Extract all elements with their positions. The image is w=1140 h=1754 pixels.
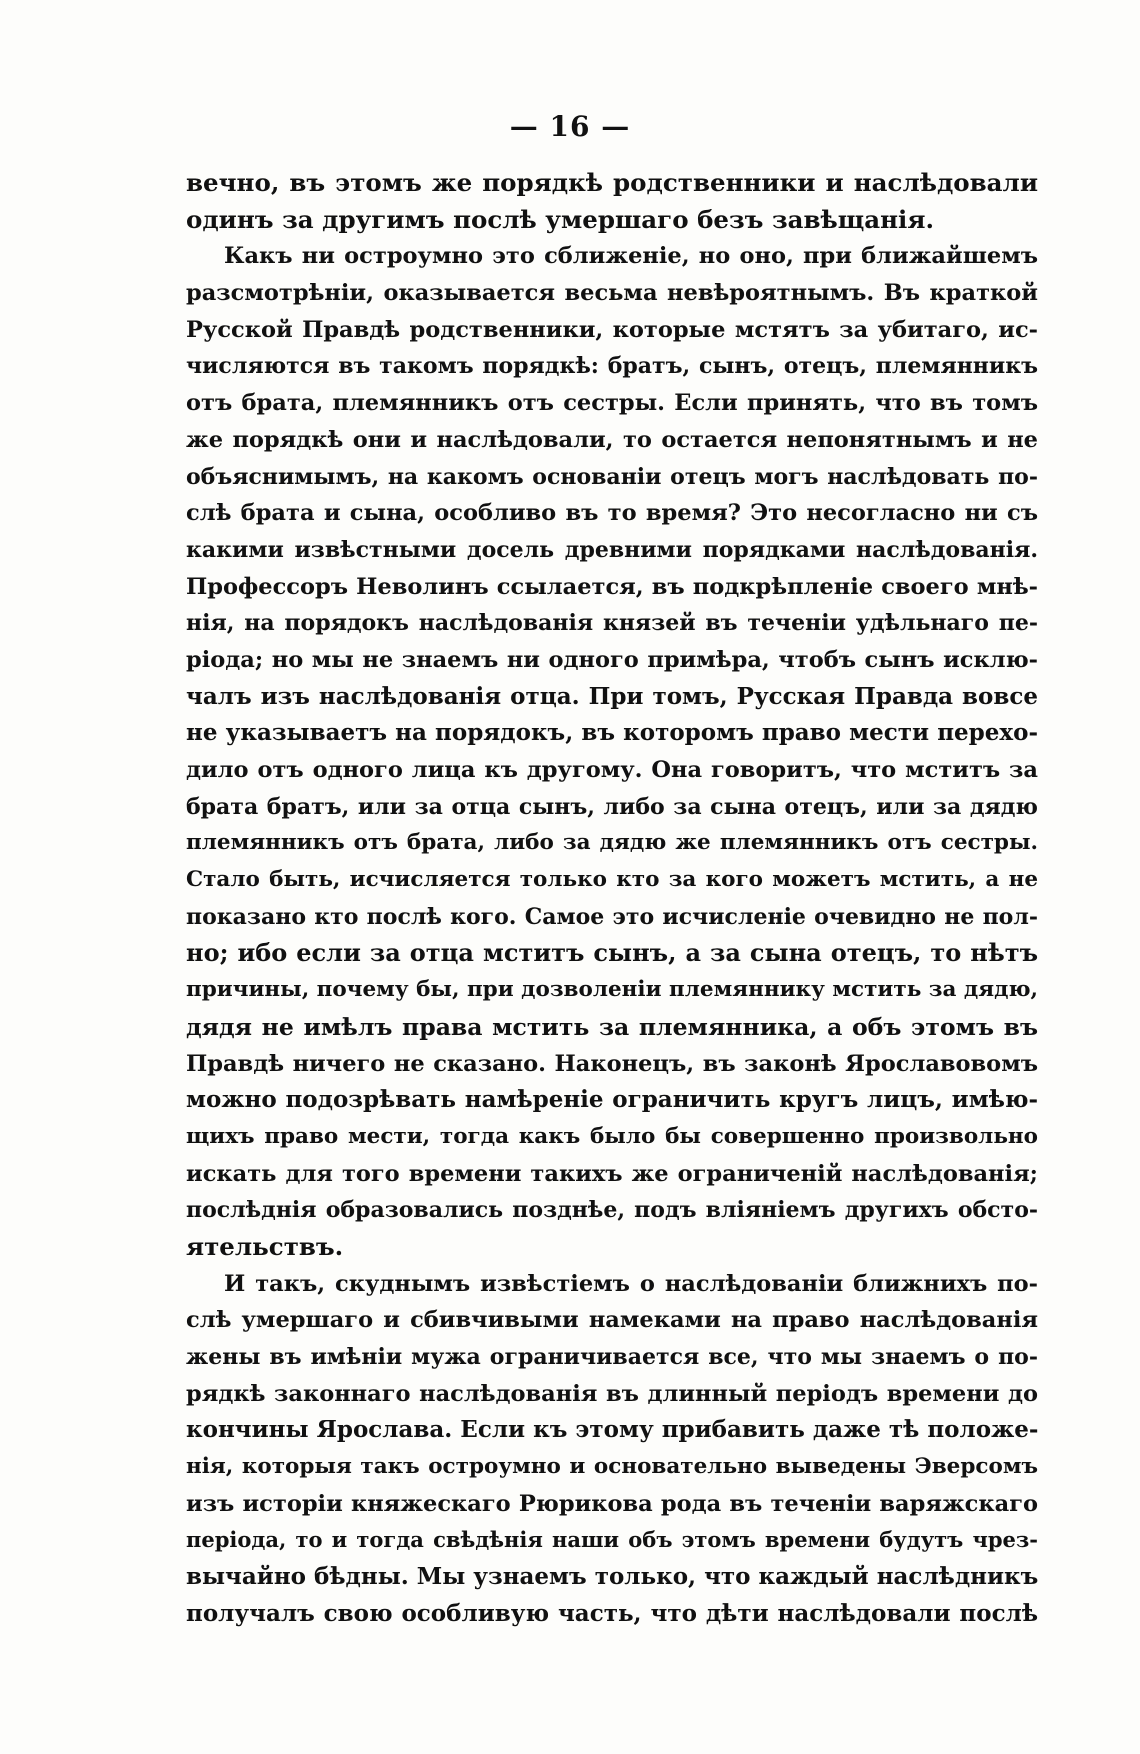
text-line: нія, на порядокъ наслѣдованія князей въ теченіи удѣльнаго пе- [186,610,1038,637]
text-line: слѣ умершаго и сбивчивыми намеками на право наслѣдованія [186,1307,1038,1334]
text-line: слѣ брата и сына, особливо въ то время? Это несогласно ни съ [186,500,1038,527]
text-line: И такъ, скуднымъ извѣстіемъ о наслѣдованіи ближнихъ по- [224,1270,1038,1297]
text-line: брата братъ, или за отца сынъ, либо за сына отецъ, или за дядю [186,793,1038,820]
text-line: искать для того времени такихъ же ограниченій наслѣдованія; [186,1160,1038,1187]
text-line: ріода; но мы не знаемъ ни одного примѣра, чтобъ сынъ исклю- [186,646,1038,673]
page-number: — 16 — [509,110,631,143]
text-line: но; ибо если за отца мститъ сынъ, а за сына отецъ, то нѣтъ [186,938,1038,968]
text-line: ятельствъ. [186,1231,344,1261]
text-line: какими извѣстными досель древними порядками наслѣдованія. [186,536,1038,563]
text-line: періода, то и тогда свѣдѣнія наши объ этомъ времени будутъ чрез- [186,1527,1038,1553]
text-line: не указываетъ на порядокъ, въ которомъ право мести перехо- [186,719,1038,747]
body-text [186,165,1038,1633]
text-line: племянникъ отъ брата, либо за дядю же племянникъ отъ сестры. [186,830,1038,856]
text-line: причины, почему бы, при дозволеніи племяннику мстить за дядю, [186,977,1038,1003]
text-line: Стало быть, исчисляется только кто за кого можетъ мстить, а не [186,867,1038,893]
text-line: можно подозрѣвать намѣреніе ограничить кругъ лицъ, имѣю- [186,1086,1038,1114]
text-line: нія, которыя такъ остроумно и основательно выведены Эверсомъ [186,1454,1038,1480]
text-line: получалъ свою особливую часть, что дѣти наслѣдовали послѣ [186,1599,1038,1627]
text-line: чалъ изъ наслѣдованія отца. При томъ, Русская Правда вовсе [186,682,1038,710]
text-line: объяснимымъ, на какомъ основаніи отецъ могъ наслѣдовать по- [186,463,1038,490]
text-line: одинъ за другимъ послѣ умершаго безъ завѣщанія. [186,204,934,234]
text-line: числяются въ такомъ порядкѣ: братъ, сынъ, отецъ, племянникъ [186,353,1038,380]
text-line: Какъ ни остроумно это сближеніе, но оно, при ближайшемъ [224,243,1038,270]
text-line: же порядкѣ они и наслѣдовали, то остается непонятнымъ и не [186,426,1038,453]
text-line: Русской Правдѣ родственники, которые мстятъ за убитаго, ис- [186,316,1038,343]
text-line: Профессоръ Неволинъ ссылается, въ подкрѣпленіе своего мнѣ- [186,573,1038,600]
text-line: вычайно бѣдны. Мы узнаемъ только, что каждый наслѣдникъ [186,1563,1039,1591]
text-line: кончины Ярослава. Если къ этому прибавить даже тѣ положе- [186,1416,1039,1444]
text-line: Правдѣ ничего не сказано. Наконецъ, въ законѣ Ярославовомъ [186,1050,1038,1077]
text-line: дядя не имѣлъ права мстить за племянника, а объ этомъ въ [186,1012,1038,1041]
text-line: жены въ имѣніи мужа ограничивается все, что мы знаемъ о по- [186,1344,1038,1370]
text-line: показано кто послѣ кого. Самое это исчисленіе очевидно не пол- [186,903,1038,930]
text-line: вечно, въ этомъ же порядкѣ родственники и наслѣдовали [186,168,1038,197]
text-line: рядкѣ законнаго наслѣдованія въ длинный періодъ времени до [186,1380,1038,1407]
text-line: отъ брата, племянникъ отъ сестры. Если принять, что въ томъ [186,390,1038,417]
text-line: дило отъ одного лица къ другому. Она говоритъ, что мститъ за [186,757,1038,783]
text-line: послѣднія образовались позднѣе, подъ вліяніемъ другихъ обсто- [186,1197,1038,1224]
text-line: щихъ право мести, тогда какъ было бы совершенно произвольно [186,1123,1038,1149]
text-line: разсмотрѣніи, оказывается весьма невѣроятнымъ. Въ краткой [186,280,1038,307]
text-line: изъ исторіи княжескаго Рюрикова рода въ теченіи варяжскаго [186,1490,1038,1517]
